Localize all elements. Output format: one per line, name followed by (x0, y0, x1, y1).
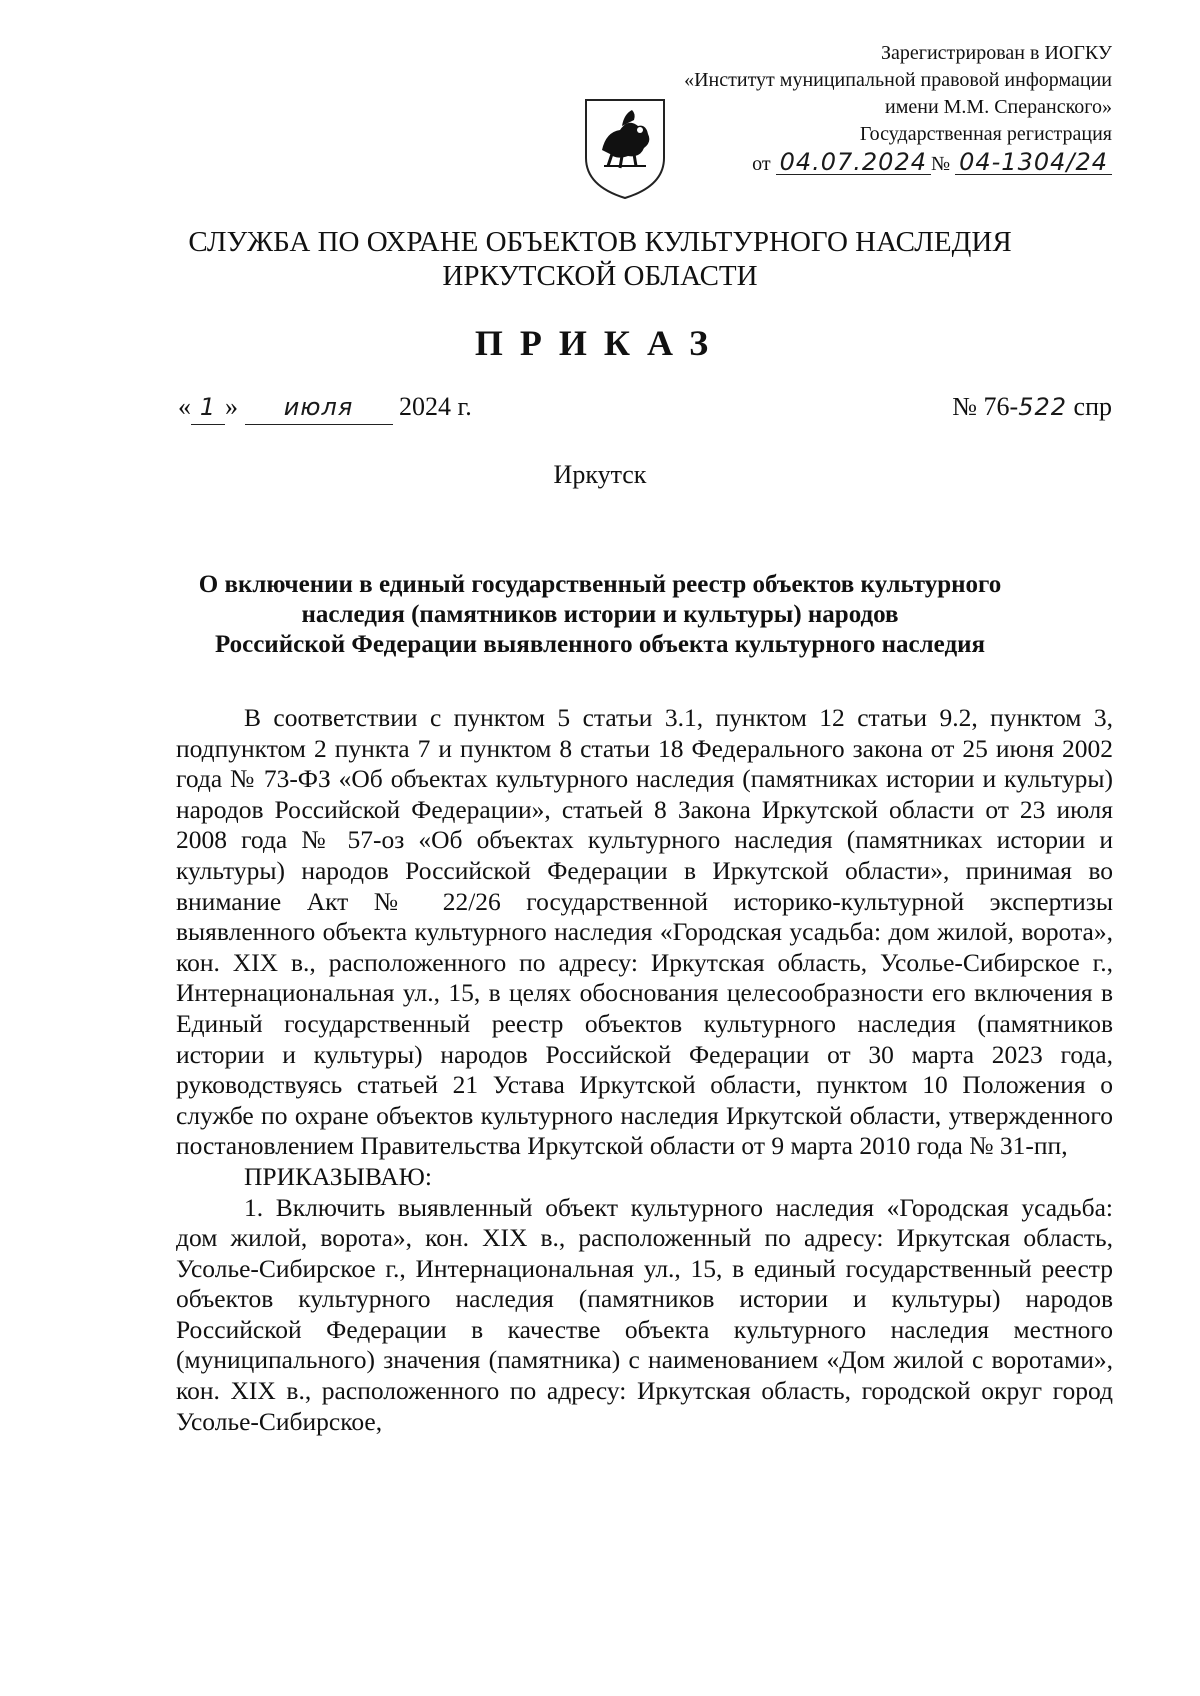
registration-prefix: от (752, 153, 771, 175)
order-number-suffix: спр (1073, 392, 1112, 421)
subject-line-2: наследия (памятников истории и культуры) народов (301, 601, 899, 628)
registration-line-2: «Институт муниципальной правовой информации (684, 69, 1112, 91)
order-city: Иркутск (553, 460, 647, 489)
agency-line-2: ИРКУТСКОЙ ОБЛАСТИ (442, 260, 758, 292)
registration-line-1: Зарегистрирован в ИОГКУ (881, 42, 1112, 64)
registration-line-3: имени М.М. Сперанского» (885, 96, 1112, 118)
order-date (178, 390, 472, 425)
registration-number-sign: № (931, 153, 951, 175)
agency-line-1: СЛУЖБА ПО ОХРАНЕ ОБЪЕКТОВ КУЛЬТУРНОГО НАСЛЕДИЯ (188, 226, 1012, 258)
order-title: ПРИКАЗ (474, 323, 726, 363)
date-close-quote: » (225, 392, 238, 421)
order-body (176, 703, 1113, 1437)
subject-line-3: Российской Федерации выявленного объекта культурного наследия (214, 631, 986, 658)
preamble-paragraph: В соответствии с пунктом 5 статьи 3.1, пунктом 12 статьи 9.2, пунктом 3, подпунктом 2 пункта 7 и пунктом 8 статьи 18 Федерального закона от 25 июня 2002 года № 73-ФЗ «Об объектах культурного наследия (памятниках истории и культуры) народов Российской Федерации», статьей 8 Закона Иркутской области от 23 июля 2008 года № 57-оз «Об объектах культурного наследия (памятниках истории и культуры) народов Российской Федерации в Иркутской области», принимая во внимание Акт № 22/26 государственной историко-культурной экспертизы выявленного объекта культурного наследия «Городская усадьба: дом жилой, ворота», кон. XIX в., расположенного по адресу: Иркутская область, Усолье-Сибирское г., Интернациональная ул., 15, в целях обоснования целесообразности его включения в Единый государственный реестр объектов культурного наследия (памятников истории и культуры) народов Российской Федерации от 30 марта 2023 года, руководствуясь статьей 21 Устава Иркутской области, пунктом 10 Положения о службе по охране объектов культурного наследия Иркутской области, утвержденного постановлением Правительства Иркутской области от 9 марта 2010 года № 31-пп, (176, 703, 1113, 1161)
registration-number: 04-1304/24 (955, 150, 1112, 175)
registration-line-4: Государственная регистрация (859, 123, 1112, 145)
order-subject (150, 570, 1050, 660)
order-day: 1 (191, 390, 225, 425)
order-number-value: 522 (1018, 393, 1068, 421)
order-month: июля (245, 390, 393, 425)
irkutsk-coat-of-arms-icon (582, 96, 668, 202)
subject-line-1: О включении в единый государственный реестр объектов культурного (198, 571, 1002, 598)
order-item-1: 1. Включить выявленный объект культурного наследия «Городская усадьба: дом жилой, ворота», кон. XIX в., расположенный по адресу: Иркутская область, Усолье-Сибирское г., Интернациональная ул., 15, в единый государственный реестр объектов культурного наследия (памятников истории и культуры) народов Российской Федерации в качестве объекта культурного наследия местного (муниципального) значения (памятника) с наименованием «Дом жилой с воротами», кон. XIX в., расположенного по адресу: Иркутская область, городской округ город Усолье-Сибирское, (176, 1192, 1113, 1436)
order-verb: ПРИКАЗЫВАЮ: (244, 1161, 432, 1191)
registration-date: 04.07.2024 (776, 150, 931, 175)
order-year: 2024 г. (399, 392, 472, 421)
date-open-quote: « (178, 392, 191, 421)
order-number (952, 390, 1112, 424)
agency-name (0, 225, 1200, 293)
order-number-prefix: № 76- (952, 392, 1019, 421)
